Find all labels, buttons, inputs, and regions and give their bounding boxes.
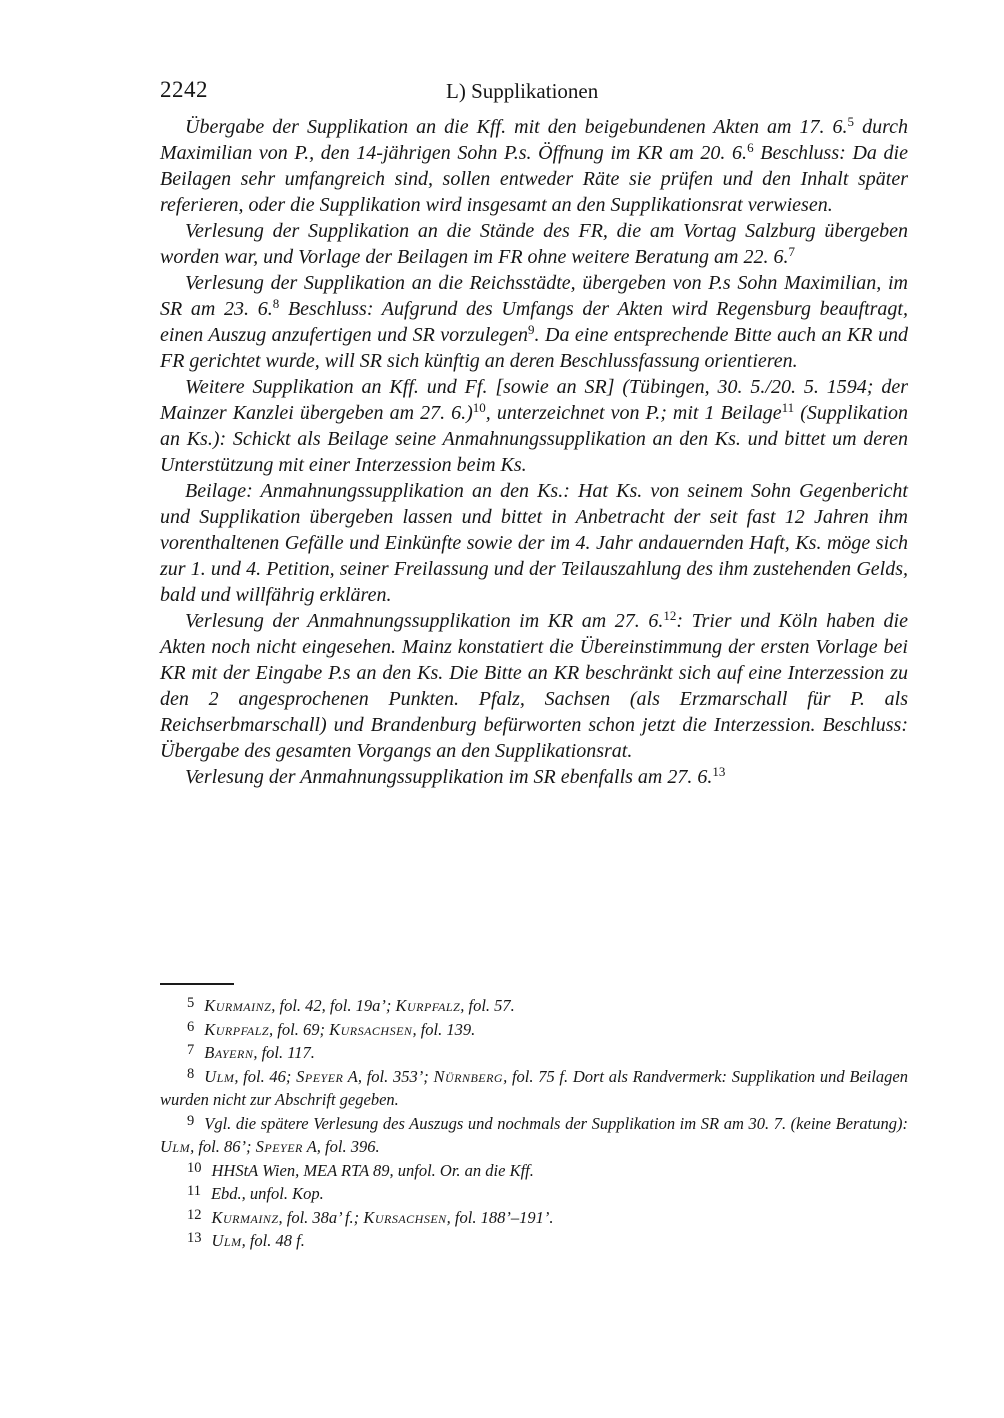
footnote-item: 10 HHStA Wien, MEA RTA 89, unfol. Or. an die Kff. <box>187 1159 534 1180</box>
footnote-ref: 13 <box>712 764 726 779</box>
footnote-item: 7 Bayern, fol. 117. <box>187 1042 315 1062</box>
source-name: Kursachsen <box>329 1019 413 1039</box>
source-name: Kurmainz <box>211 1207 279 1227</box>
source-name: Kursachsen <box>363 1207 447 1227</box>
footnote-item: 9 Vgl. die spätere Verlesung des Auszugs und nochmals der Supplikation im SR am 30. 7. (keine Beratung): Ulm, fol. 86’; Speyer A, fol. 396. <box>160 1112 908 1156</box>
footnote-list <box>160 994 908 1253</box>
footnote-number: 5 <box>187 995 195 1011</box>
body-paragraph: Verlesung der Anmahnungssupplikation im SR ebenfalls am 27. 6.13 <box>185 764 726 788</box>
footnote-separator <box>160 983 234 985</box>
footnote-number: 9 <box>187 1112 195 1129</box>
footnote-item: 5 Kurmainz, fol. 42, fol. 19a’; Kurpfalz, fol. 57. <box>187 995 515 1015</box>
footnotes-section <box>160 983 908 1253</box>
footnote-number: 8 <box>187 1065 195 1082</box>
footnote-item: 6 Kurpfalz, fol. 69; Kursachsen, fol. 139. <box>187 1018 476 1039</box>
footnote-ref: 12 <box>663 608 677 623</box>
body-text <box>160 114 908 790</box>
footnote-ref: 6 <box>747 140 754 155</box>
footnote-number: 7 <box>187 1042 195 1058</box>
footnote-ref: 7 <box>788 244 795 259</box>
source-name: Kurpfalz <box>204 1019 270 1039</box>
footnote-ref: 5 <box>847 114 855 129</box>
footnote-ref: 11 <box>781 400 795 415</box>
source-name: Speyer <box>255 1137 303 1156</box>
source-name: Nürnberg <box>433 1066 504 1086</box>
footnote-item: 13 Ulm, fol. 48 f. <box>187 1230 305 1250</box>
source-name: Ulm <box>211 1231 242 1250</box>
source-name: Kurpfalz <box>395 996 461 1015</box>
footnote-number: 6 <box>187 1018 195 1035</box>
footnote-number: 11 <box>187 1183 201 1199</box>
source-name: Kurmainz <box>204 996 272 1015</box>
footnote-number: 13 <box>187 1230 202 1246</box>
running-header: L) Supplikationen <box>446 79 599 103</box>
footnote-number: 10 <box>187 1159 202 1176</box>
body-paragraph: Beilage: Anmahnungssupplikation an den Ks.: Hat Ks. von seinem Sohn Gegenbericht und Supplikation übergeben lassen und bittet in Anbetracht der seit fast 12 Jahren ihm vorenthaltenen Gefälle und Einkünfte sowie der im 4. Jahr andauernden Haft, Ks. möge sich zur 1. und 4. Petition, seiner Freilassung und der Teilauszahlung des ihm zustehenden Gelds, bald und willfährig erklären. <box>160 480 908 606</box>
footnote-ref: 10 <box>472 400 486 415</box>
footnote-item: 8 Ulm, fol. 46; Speyer A, fol. 353’; Nürnberg, fol. 75 f. Dort als Randvermerk: Supplikation und Beilagen wurden nicht zur Abschrift gegeben. <box>160 1065 908 1109</box>
body-paragraph: Verlesung der Supplikation an die Reichsstädte, übergeben von P.s Sohn Maximilian, im SR am 23. 6.$^8$ Beschluss: Aufgrund des Umfangs der Akten wird Regensburg beauftragt, einen Auszug anzufertigen und SR vorzulegen$^9$. Da eine entsprechende Bitte auch an KR und FR gerichtet wurde, will SR sich künftig an deren Beschlussfassung orientieren. <box>160 272 908 372</box>
source-name: Speyer <box>296 1066 344 1086</box>
footnote-number: 12 <box>187 1206 202 1223</box>
footnote-ref: 8 <box>272 296 280 311</box>
footnote-item: 12 Kurmainz, fol. 38a’ f.; Kursachsen, fol. 188’–191’. <box>187 1206 554 1227</box>
page-number: 2242 <box>160 77 208 102</box>
body-paragraph: Verlesung der Supplikation an die Stände des FR, die am Vortag Salzburg übergeben worden war, und Vorlage der Beilagen im FR ohne weitere Beratung am 22. 6.$^7$ <box>160 220 908 268</box>
source-name: Ulm <box>204 1066 235 1086</box>
body-paragraph: Verlesung der Anmahnungssupplikation im KR am 27. 6.12: Trier und Köln haben die Akten noch nicht eingesehen. Mainz konstatiert die Übereinstimmung der ersten Vorlage bei KR mit der Eingabe P.s an den Ks. Die Bitte an KR beschränkt sich auf eine Interzession zu den 2 angesprochenen Punkten. Pfalz, Sachsen (als Erzmarschall für P. als Reichserbmarschall) und Brandenburg befürworten schon jetzt die Interzession. Beschluss: Übergabe des gesamten Vorgangs an den Supplikationsrat. <box>160 608 908 762</box>
body-paragraph: Übergabe der Supplikation an die Kff. mit den beigebundenen Akten am 17. 6.$^5$ durch Maximilian von P., den 14-jährigen Sohn P.s. Öffnung im KR am 20. 6.$^6$ Beschluss: Da die Beilagen sehr umfangreich sind, sollen entweder Räte sie prüfen und den Inhalt später referieren, oder die Supplikation wird insgesamt an den Supplikationsrat verwiesen. <box>160 114 908 216</box>
source-name: Bayern <box>204 1043 254 1062</box>
footnote-ref: 9 <box>528 322 535 337</box>
source-name: Ulm <box>160 1137 191 1156</box>
body-paragraph: Weitere Supplikation an Kff. und Ff. [sowie an SR] (Tübingen, 30. 5./20. 5. 1594; der Mainzer Kanzlei übergeben am 27. 6.)$^{10}$, unterzeichnet von P.; mit 1 Beilage$^{11}$ (Supplikation an Ks.): Schickt als Beilage seine Anmahnungssupplikation an den Ks. und bittet um deren Unterstützung mit einer Interzession beim Ks. <box>160 376 908 476</box>
footnote-item: 11 Ebd., unfol. Kop. <box>187 1183 324 1203</box>
